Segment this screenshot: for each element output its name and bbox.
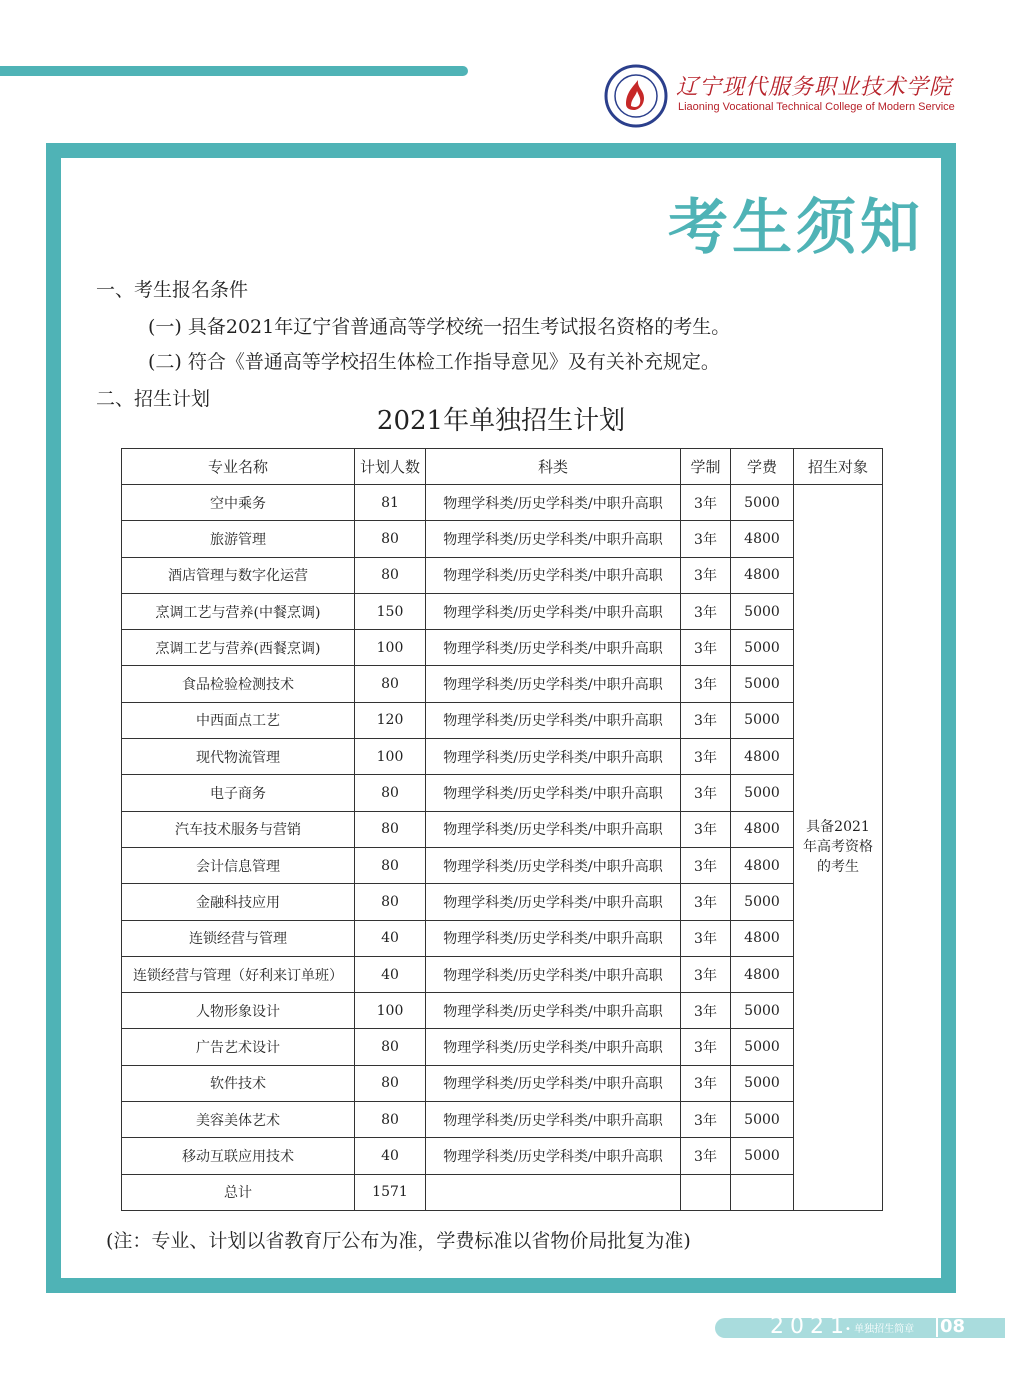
cell-quota: 80 xyxy=(355,1029,426,1065)
cell-category: 物理学科类/历史学科类/中职升高职 xyxy=(426,630,681,666)
cell-duration: 3年 xyxy=(681,1065,731,1101)
cell-quota: 100 xyxy=(355,993,426,1029)
cell-duration: 3年 xyxy=(681,847,731,883)
college-seal-icon xyxy=(604,64,668,128)
cell-total-label: 总计 xyxy=(122,1174,355,1210)
cell-major: 会计信息管理 xyxy=(122,847,355,883)
cell-major: 软件技术 xyxy=(122,1065,355,1101)
table-row xyxy=(122,593,883,629)
footer-year: 2021 xyxy=(770,1314,850,1339)
cell-duration: 3年 xyxy=(681,630,731,666)
cell-category: 物理学科类/历史学科类/中职升高职 xyxy=(426,593,681,629)
footnote: (注：专业、计划以省教育厅公布为准，学费标准以省物价局批复为准) xyxy=(106,1230,691,1252)
cell-quota: 80 xyxy=(355,775,426,811)
col-header-duration: 学制 xyxy=(681,449,731,485)
cell-quota: 80 xyxy=(355,1065,426,1101)
cell-duration: 3年 xyxy=(681,956,731,992)
cell-major: 美容美体艺术 xyxy=(122,1102,355,1138)
cell-category: 物理学科类/历史学科类/中职升高职 xyxy=(426,702,681,738)
table-row xyxy=(122,1065,883,1101)
enrollment-plan-table xyxy=(121,448,883,1211)
cell-duration: 3年 xyxy=(681,920,731,956)
col-header-tuition: 学费 xyxy=(731,449,794,485)
requirement-item-2: (二) 符合《普通高等学校招生体检工作指导意见》及有关补充规定。 xyxy=(148,351,720,373)
table-row xyxy=(122,666,883,702)
cell-major: 食品检验检测技术 xyxy=(122,666,355,702)
cell-major: 酒店管理与数字化运营 xyxy=(122,557,355,593)
cell-duration: 3年 xyxy=(681,1029,731,1065)
cell-duration: 3年 xyxy=(681,1102,731,1138)
cell-category: 物理学科类/历史学科类/中职升高职 xyxy=(426,884,681,920)
cell-category: 物理学科类/历史学科类/中职升高职 xyxy=(426,666,681,702)
page-title: 考生须知 xyxy=(668,193,924,263)
cell-category: 物理学科类/历史学科类/中职升高职 xyxy=(426,847,681,883)
cell-duration: 3年 xyxy=(681,521,731,557)
cell-quota: 80 xyxy=(355,1102,426,1138)
cell-major: 中西面点工艺 xyxy=(122,702,355,738)
cell-duration: 3年 xyxy=(681,702,731,738)
table-row xyxy=(122,1138,883,1174)
cell-tuition: 5000 xyxy=(731,1065,794,1101)
top-accent-bar xyxy=(0,66,468,76)
cell-duration: 3年 xyxy=(681,739,731,775)
cell-duration: 3年 xyxy=(681,593,731,629)
cell-duration: 3年 xyxy=(681,557,731,593)
cell-quota: 100 xyxy=(355,739,426,775)
table-row xyxy=(122,993,883,1029)
cell-quota: 40 xyxy=(355,956,426,992)
table-row xyxy=(122,739,883,775)
cell-category: 物理学科类/历史学科类/中职升高职 xyxy=(426,993,681,1029)
cell-duration: 3年 xyxy=(681,884,731,920)
table-row xyxy=(122,557,883,593)
cell-major: 连锁经营与管理 xyxy=(122,920,355,956)
cell-duration: 3年 xyxy=(681,1138,731,1174)
col-header-major: 专业名称 xyxy=(122,449,355,485)
cell-empty xyxy=(681,1174,731,1210)
cell-tuition: 5000 xyxy=(731,1102,794,1138)
cell-duration: 3年 xyxy=(681,993,731,1029)
cell-tuition: 4800 xyxy=(731,557,794,593)
cell-category: 物理学科类/历史学科类/中职升高职 xyxy=(426,1138,681,1174)
cell-tuition: 5000 xyxy=(731,1029,794,1065)
cell-quota: 80 xyxy=(355,847,426,883)
table-row xyxy=(122,630,883,666)
cell-major: 广告艺术设计 xyxy=(122,1029,355,1065)
cell-quota: 80 xyxy=(355,557,426,593)
college-name-en: Liaoning Vocational Technical College of Modern Service xyxy=(678,101,955,113)
cell-tuition: 4800 xyxy=(731,811,794,847)
table-header-row xyxy=(122,449,883,485)
cell-tuition: 5000 xyxy=(731,666,794,702)
cell-major: 烹调工艺与营养(西餐烹调) xyxy=(122,630,355,666)
cell-category: 物理学科类/历史学科类/中职升高职 xyxy=(426,920,681,956)
cell-major: 人物形象设计 xyxy=(122,993,355,1029)
table-row xyxy=(122,775,883,811)
cell-tuition: 5000 xyxy=(731,630,794,666)
cell-tuition: 5000 xyxy=(731,485,794,521)
cell-major: 汽车技术服务与营销 xyxy=(122,811,355,847)
table-row xyxy=(122,1029,883,1065)
cell-category: 物理学科类/历史学科类/中职升高职 xyxy=(426,521,681,557)
cell-major: 金融科技应用 xyxy=(122,884,355,920)
cell-tuition: 5000 xyxy=(731,884,794,920)
cell-category: 物理学科类/历史学科类/中职升高职 xyxy=(426,1102,681,1138)
cell-major: 移动互联应用技术 xyxy=(122,1138,355,1174)
section-heading-plan: 二、招生计划 xyxy=(96,388,211,410)
cell-quota: 80 xyxy=(355,521,426,557)
cell-category: 物理学科类/历史学科类/中职升高职 xyxy=(426,557,681,593)
cell-tuition: 5000 xyxy=(731,775,794,811)
cell-tuition: 5000 xyxy=(731,993,794,1029)
table-row xyxy=(122,884,883,920)
table-row xyxy=(122,521,883,557)
table-row xyxy=(122,702,883,738)
cell-tuition: 4800 xyxy=(731,956,794,992)
table-row xyxy=(122,811,883,847)
cell-empty xyxy=(426,1174,681,1210)
cell-quota: 80 xyxy=(355,884,426,920)
cell-quota: 150 xyxy=(355,593,426,629)
cell-tuition: 4800 xyxy=(731,847,794,883)
cell-quota: 100 xyxy=(355,630,426,666)
table-title: 2021年单独招生计划 xyxy=(376,406,626,436)
cell-duration: 3年 xyxy=(681,811,731,847)
cell-major: 现代物流管理 xyxy=(122,739,355,775)
cell-empty xyxy=(731,1174,794,1210)
cell-major: 烹调工艺与营养(中餐烹调) xyxy=(122,593,355,629)
cell-tuition: 4800 xyxy=(731,521,794,557)
table-row xyxy=(122,847,883,883)
cell-category: 物理学科类/历史学科类/中职升高职 xyxy=(426,956,681,992)
cell-tuition: 5000 xyxy=(731,593,794,629)
table-row xyxy=(122,1102,883,1138)
cell-category: 物理学科类/历史学科类/中职升高职 xyxy=(426,811,681,847)
cell-quota: 120 xyxy=(355,702,426,738)
cell-duration: 3年 xyxy=(681,485,731,521)
cell-major: 旅游管理 xyxy=(122,521,355,557)
college-name-cn: 辽宁现代服务职业技术学院 xyxy=(676,75,953,100)
college-logo xyxy=(604,64,964,128)
cell-category: 物理学科类/历史学科类/中职升高职 xyxy=(426,485,681,521)
cell-tuition: 5000 xyxy=(731,702,794,738)
table-row xyxy=(122,920,883,956)
cell-duration: 3年 xyxy=(681,775,731,811)
cell-major: 连锁经营与管理（好利来订单班） xyxy=(122,956,355,992)
cell-major: 电子商务 xyxy=(122,775,355,811)
cell-tuition: 4800 xyxy=(731,920,794,956)
table-body xyxy=(122,485,883,1211)
col-header-target: 招生对象 xyxy=(794,449,883,485)
cell-tuition: 5000 xyxy=(731,1138,794,1174)
cell-quota: 80 xyxy=(355,811,426,847)
cell-category: 物理学科类/历史学科类/中职升高职 xyxy=(426,775,681,811)
cell-quota: 40 xyxy=(355,1138,426,1174)
footer-label: • 单独招生简章 xyxy=(845,1324,915,1335)
cell-duration: 3年 xyxy=(681,666,731,702)
requirement-item-1: (一) 具备2021年辽宁省普通高等学校统一招生考试报名资格的考生。 xyxy=(148,316,731,338)
cell-quota: 40 xyxy=(355,920,426,956)
cell-category: 物理学科类/历史学科类/中职升高职 xyxy=(426,1065,681,1101)
cell-category: 物理学科类/历史学科类/中职升高职 xyxy=(426,739,681,775)
cell-tuition: 4800 xyxy=(731,739,794,775)
cell-total-value: 1571 xyxy=(355,1174,426,1210)
table-row xyxy=(122,485,883,521)
cell-quota: 80 xyxy=(355,666,426,702)
section-heading-requirements: 一、考生报名条件 xyxy=(96,279,249,301)
col-header-quota: 计划人数 xyxy=(355,449,426,485)
cell-major: 空中乘务 xyxy=(122,485,355,521)
cell-category: 物理学科类/历史学科类/中职升高职 xyxy=(426,1029,681,1065)
cell-target: 具备2021年高考资格的考生 xyxy=(794,485,883,1211)
page-number: 08 xyxy=(936,1316,965,1337)
table-total-row xyxy=(122,1174,883,1210)
table-row xyxy=(122,956,883,992)
cell-quota: 81 xyxy=(355,485,426,521)
col-header-category: 科类 xyxy=(426,449,681,485)
